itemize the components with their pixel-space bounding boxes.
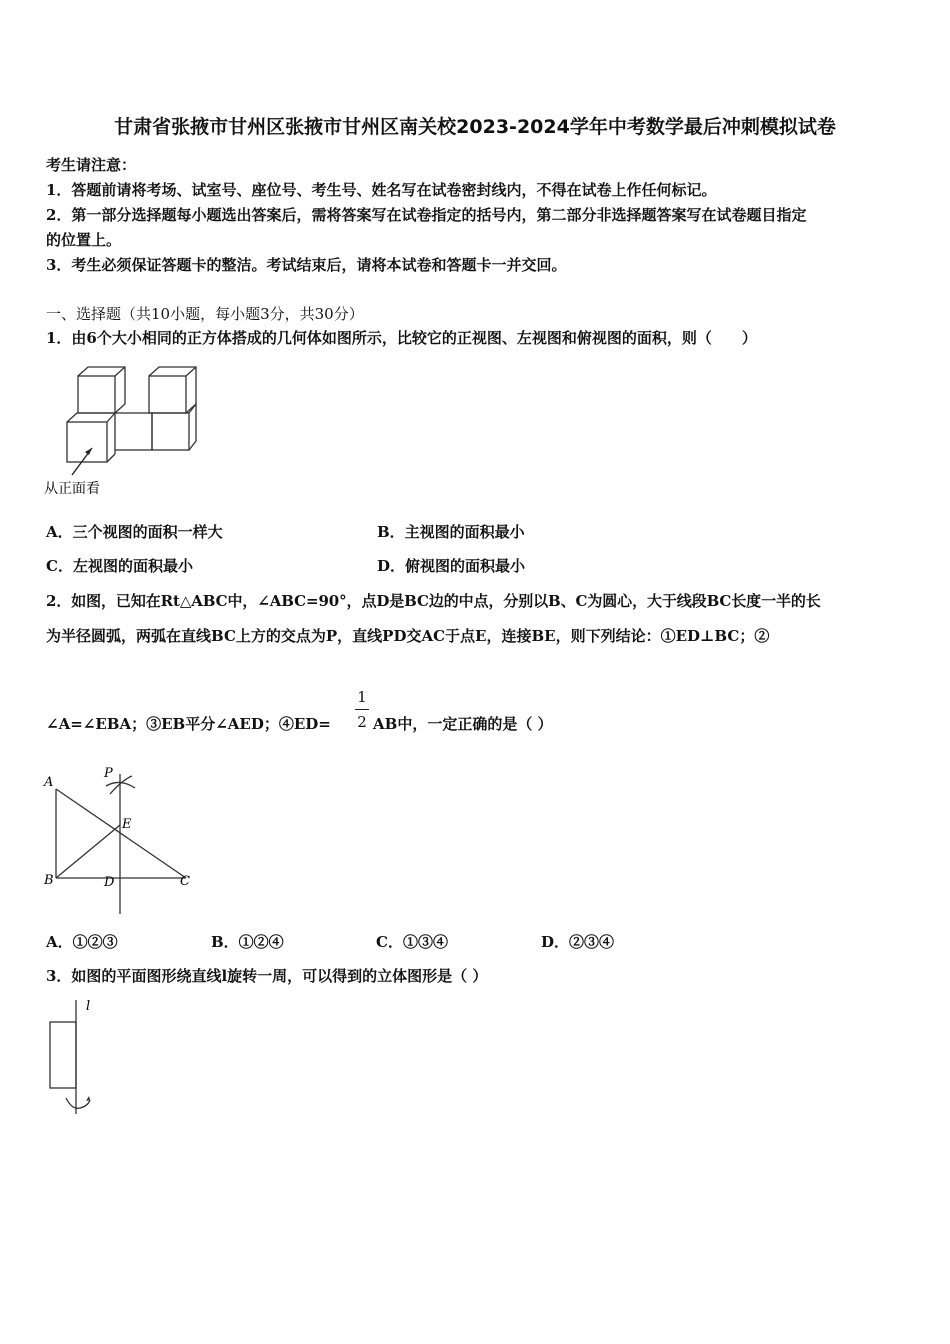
- q2-stem-line3-post: AB中，一定正确的是（ ）: [373, 715, 553, 733]
- notice-heading: 考生请注意：: [46, 156, 137, 174]
- q2-stem-line3-pre: ∠A=∠EBA；③EB平分∠AED；④ED=: [46, 715, 331, 733]
- q1-stem: 1．由6个大小相同的正方体搭成的几何体如图所示，比较它的正视图、左视图和俯视图的面积，则（ ）: [46, 329, 757, 347]
- q2-triangle-figure: [40, 764, 200, 916]
- label-d: D: [104, 875, 115, 890]
- q1-option-b[interactable]: B．主视图的面积最小: [377, 523, 525, 541]
- q1-option-a[interactable]: A．三个视图的面积一样大: [46, 523, 223, 541]
- page-title: 甘肃省张掖市甘州区张掖市甘州区南关校2023-2024学年中考数学最后冲刺模拟试卷: [114, 116, 836, 138]
- q1-cube-figure: [44, 362, 204, 498]
- arrow-head-icon: [85, 448, 92, 455]
- notice-item: 的位置上。: [46, 231, 122, 249]
- q2-option-c[interactable]: C．①③④: [376, 933, 448, 951]
- notice-item: 1．答题前请将考场、试室号、座位号、考生号、姓名写在试卷密封线内，不得在试卷上作任何标记。: [46, 181, 717, 199]
- label-e: E: [122, 817, 132, 832]
- q2-option-a[interactable]: A．①②③: [46, 933, 118, 951]
- q1-option-c[interactable]: C．左视图的面积最小: [46, 557, 193, 575]
- label-c: C: [180, 874, 190, 889]
- axis-label-l: l: [86, 999, 91, 1014]
- label-a: A: [44, 775, 54, 790]
- q2-stem-line1: 2．如图，已知在Rt△ABC中，∠ABC=90°，点D是BC边的中点，分别以B、C为圆心，大于线段BC长度一半的长: [46, 592, 821, 610]
- q3-stem: 3．如图的平面图形绕直线l旋转一周，可以得到的立体图形是（ ）: [46, 967, 488, 985]
- label-b: B: [44, 873, 54, 888]
- fraction-denominator: 2: [357, 713, 367, 731]
- q2-option-b[interactable]: B．①②④: [211, 933, 284, 951]
- notice-item: 3．考生必须保证答题卡的整洁。考试结束后，请将本试卷和答题卡一并交回。: [46, 256, 567, 274]
- fraction-numerator: 1: [357, 688, 367, 706]
- fraction-bar: [355, 709, 369, 710]
- q3-rotation-figure: [42, 996, 102, 1118]
- label-p: P: [104, 766, 113, 781]
- q1-figure-label: 从正面看: [44, 481, 100, 497]
- q2-stem-line2: 为半径圆弧，两弧在直线BC上方的交点为P，直线PD交AC于点E，连接BE，则下列结论：①ED⊥BC；②: [46, 627, 770, 645]
- q2-option-d[interactable]: D．②③④: [541, 933, 615, 951]
- notice-item: 2．第一部分选择题每小题选出答案后，需将答案写在试卷指定的括号内，第二部分非选择题答案写在试卷题目指定: [46, 206, 807, 224]
- q1-option-d[interactable]: D．俯视图的面积最小: [377, 557, 526, 575]
- section-heading: 一、选择题（共10小题，每小题3分，共30分）: [46, 305, 364, 323]
